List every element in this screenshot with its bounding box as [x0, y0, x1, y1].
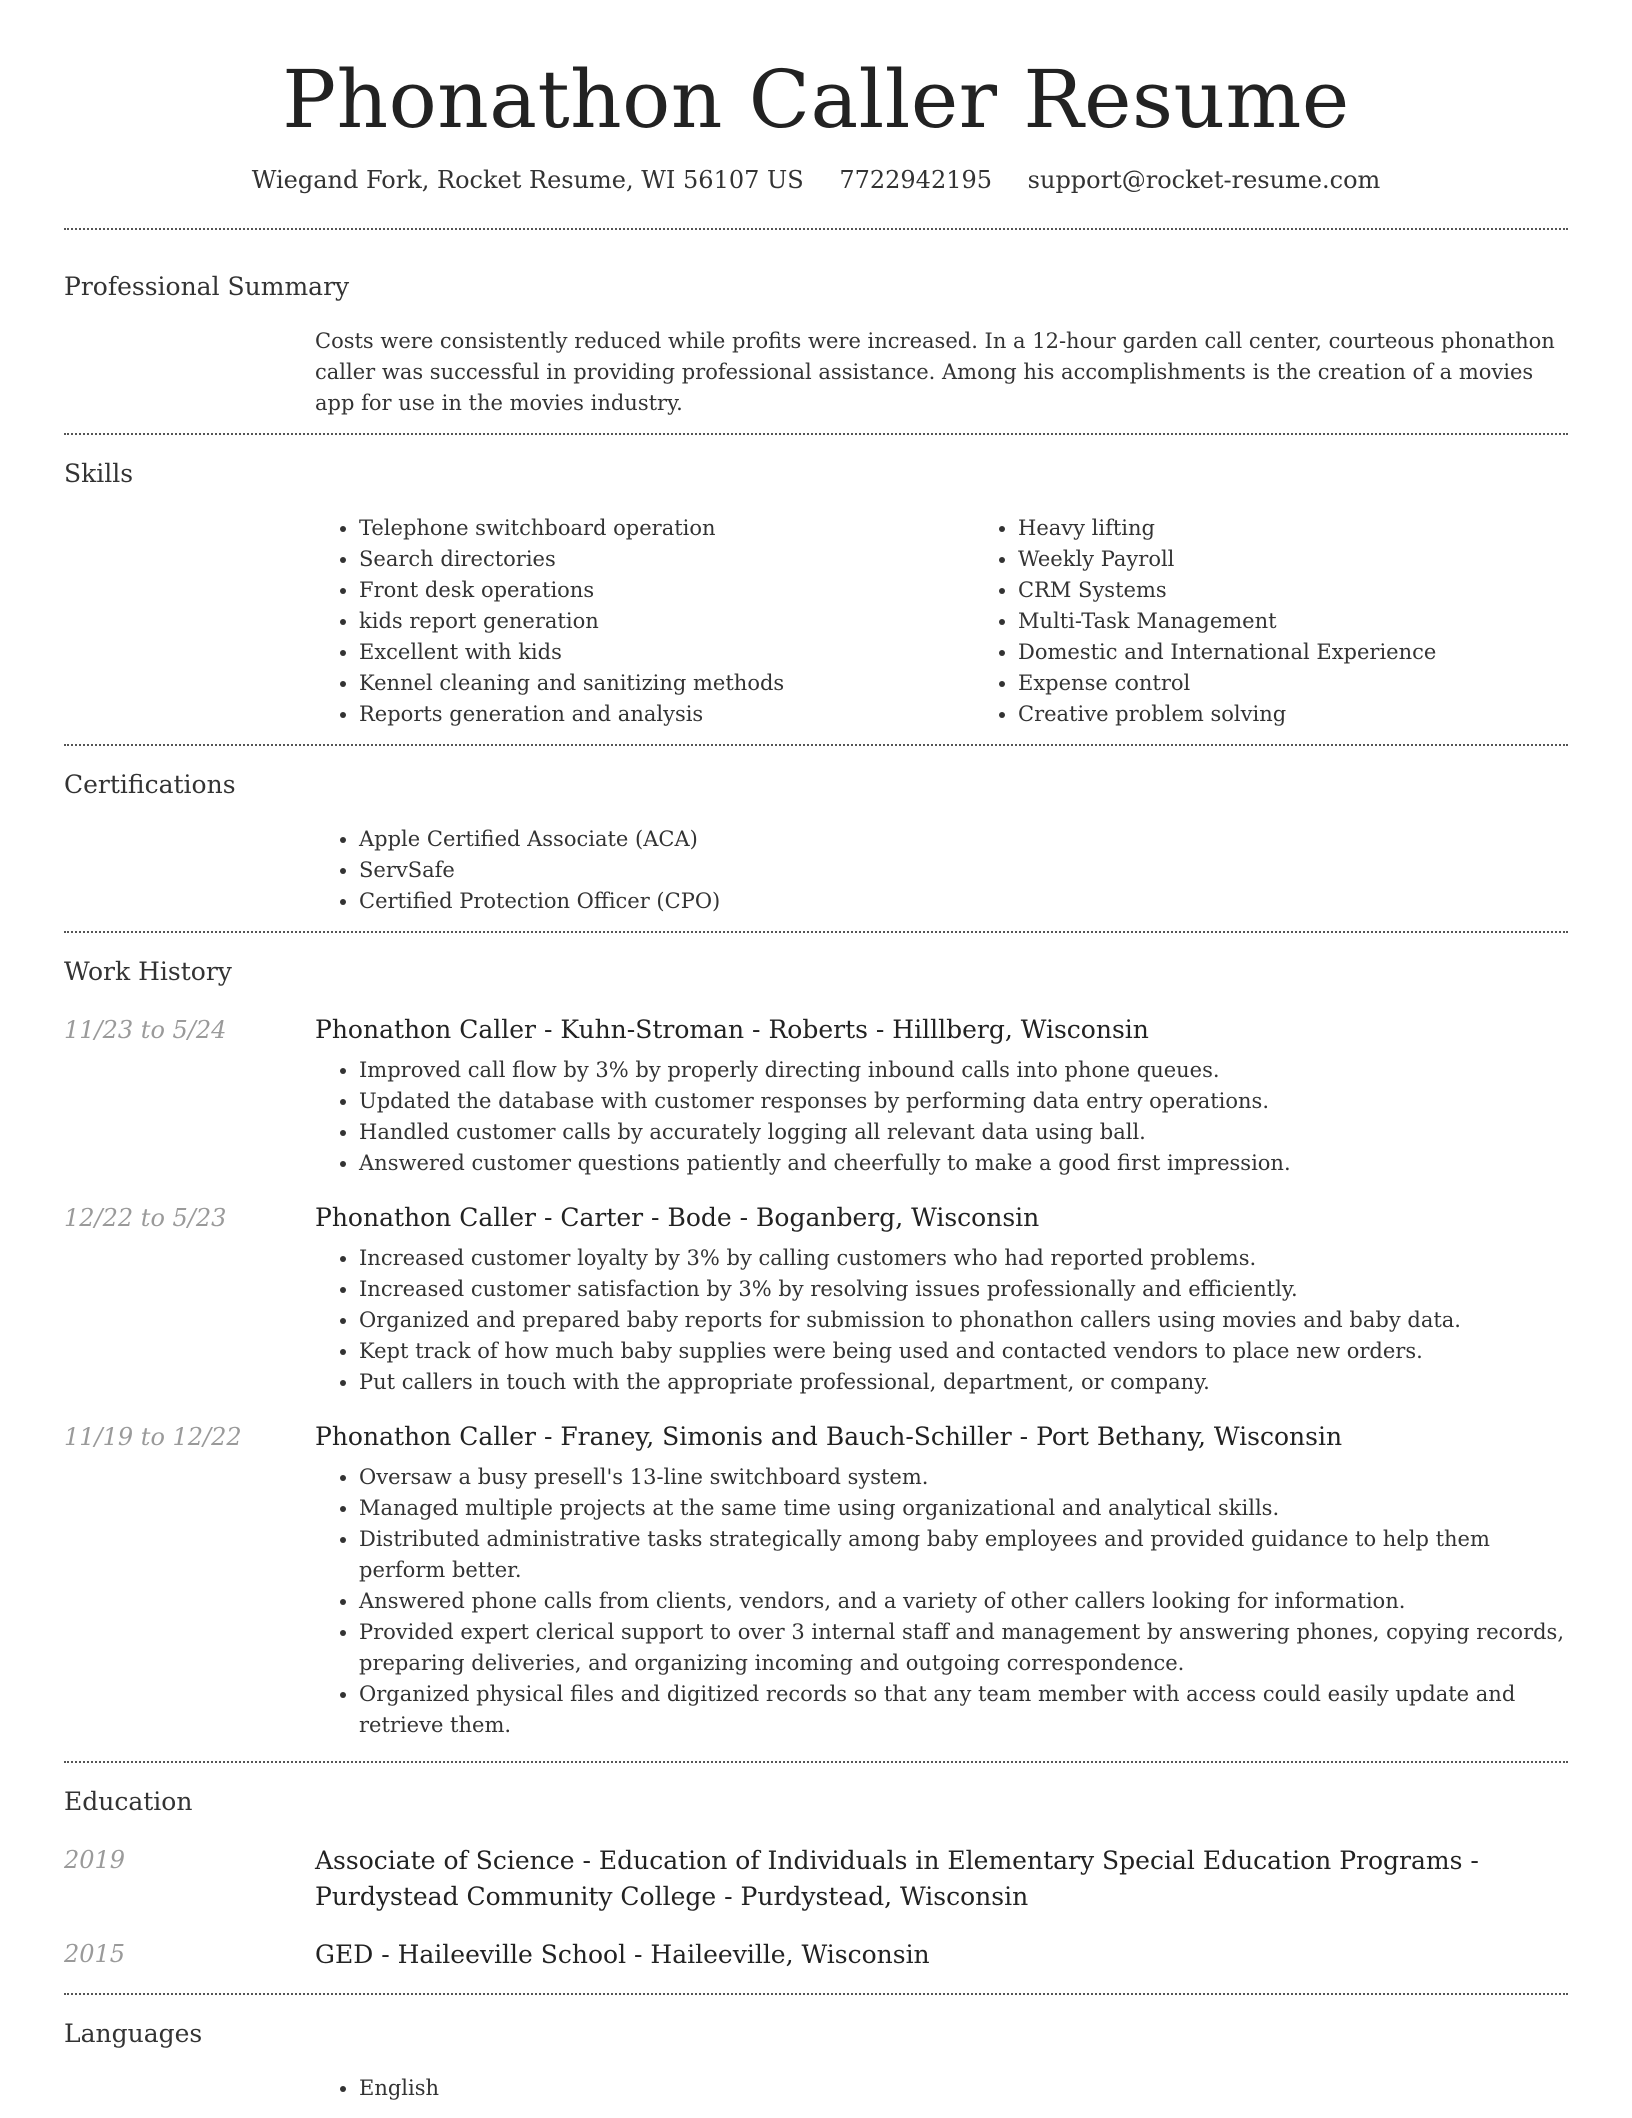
job-entry [64, 1201, 1568, 1398]
job-bullet: • Answered customer questions patiently and cheerfully to make a good first impression. [359, 1148, 1568, 1179]
skill-item: • Weekly Payroll [1018, 544, 1632, 575]
section-title-summary: Professional Summary [64, 272, 350, 301]
language-item: • English [359, 2073, 439, 2104]
education-title: GED - Haileeville School - Haileeville, Wisconsin [315, 1940, 930, 1969]
job-bullet: • Handled customer calls by accurately logging all relevant data using ball. [359, 1117, 1568, 1148]
skill-item: • Reports generation and analysis [359, 699, 974, 730]
certifications-list [315, 824, 720, 917]
section-title-languages: Languages [64, 2019, 203, 2048]
skill-item: • Creative problem solving [1018, 699, 1632, 730]
contact-email: support@rocket-resume.com [1027, 166, 1381, 194]
skill-item: • CRM Systems [1018, 575, 1632, 606]
summary-section [64, 230, 1568, 433]
skills-list-right [974, 513, 1632, 730]
education-section [64, 1763, 1568, 1993]
education-title: Associate of Science - Education of Individuals in Elementary Special Education Programs - Purdystead Community College - Purdystead, Wisconsin [315, 1846, 1479, 1911]
job-bullet: • Increased customer satisfaction by 3% by resolving issues professionally and efficiently. [359, 1274, 1568, 1305]
section-title-work: Work History [64, 957, 232, 986]
job-entry [64, 1420, 1568, 1741]
job-entry [64, 1013, 1568, 1179]
work-history-section [64, 933, 1568, 1761]
skill-item: • Telephone switchboard operation [359, 513, 974, 544]
education-year: 2015 [64, 1940, 126, 1968]
contact-phone: 7722942195 [839, 166, 993, 194]
section-title-certifications: Certifications [64, 770, 236, 799]
resume-title: Phonathon Caller Resume [282, 53, 1350, 146]
job-dates: 12/22 to 5/23 [64, 1204, 227, 1232]
job-bullet: • Oversaw a busy presell's 13-line switchboard system. [359, 1462, 1568, 1493]
job-bullet: • Provided expert clerical support to over 3 internal staff and management by answering phones, copying records, preparing deliveries, and organizing incoming and outgoing correspondence. [359, 1617, 1568, 1679]
job-bullet: • Kept track of how much baby supplies were being used and contacted vendors to place new orders. [359, 1336, 1568, 1367]
section-title-education: Education [64, 1787, 193, 1816]
languages-list [315, 2073, 439, 2104]
education-entry [64, 1843, 1568, 1915]
job-title: Phonathon Caller - Carter - Bode - Boganberg, Wisconsin [315, 1203, 1040, 1232]
certification-item: • Certified Protection Officer (CPO) [359, 886, 720, 917]
skills-grid [315, 513, 1632, 730]
job-bullet: • Organized physical files and digitized records so that any team member with access could easily update and retrieve them. [359, 1679, 1568, 1741]
section-title-skills: Skills [64, 459, 134, 488]
job-dates: 11/19 to 12/22 [64, 1423, 242, 1451]
skills-section [64, 435, 1568, 744]
job-bullets [315, 1243, 1568, 1398]
job-bullet: • Distributed administrative tasks strategically among baby employees and provided guidance to help them perform better. [359, 1524, 1568, 1586]
contact-address: Wiegand Fork, Rocket Resume, WI 56107 US [251, 166, 804, 194]
job-title: Phonathon Caller - Franey, Simonis and Bauch-Schiller - Port Bethany, Wisconsin [315, 1422, 1343, 1451]
job-bullets [315, 1055, 1568, 1179]
skill-item: • kids report generation [359, 606, 974, 637]
languages-section [64, 1995, 1568, 2118]
summary-text: Costs were consistently reduced while profits were increased. In a 12-hour garden call center, courteous phonathon caller was successful in providing professional assistance. Among his accomplishments is the creation of a movies app for use in the movies industry. [315, 329, 1555, 415]
certification-item: • Apple Certified Associate (ACA) [359, 824, 720, 855]
job-dates: 11/23 to 5/24 [64, 1016, 227, 1044]
job-bullets [315, 1462, 1568, 1741]
skill-item: • Front desk operations [359, 575, 974, 606]
skill-item: • Kennel cleaning and sanitizing methods [359, 668, 974, 699]
job-bullet: • Organized and prepared baby reports for submission to phonathon callers using movies and baby data. [359, 1305, 1568, 1336]
skill-item: • Multi-Task Management [1018, 606, 1632, 637]
job-bullet: • Managed multiple projects at the same time using organizational and analytical skills. [359, 1493, 1568, 1524]
skills-list-left [315, 513, 974, 730]
job-bullet: • Put callers in touch with the appropriate professional, department, or company. [359, 1367, 1568, 1398]
education-year: 2019 [64, 1846, 126, 1874]
certifications-section [64, 746, 1568, 931]
skill-item: • Expense control [1018, 668, 1632, 699]
job-bullet: • Updated the database with customer responses by performing data entry operations. [359, 1086, 1568, 1117]
job-title: Phonathon Caller - Kuhn-Stroman - Roberts - Hilllberg, Wisconsin [315, 1015, 1149, 1044]
skill-item: • Heavy lifting [1018, 513, 1632, 544]
skill-item: • Domestic and International Experience [1018, 637, 1632, 668]
skill-item: • Search directories [359, 544, 974, 575]
certification-item: • ServSafe [359, 855, 720, 886]
skill-item: • Excellent with kids [359, 637, 974, 668]
job-bullet: • Increased customer loyalty by 3% by calling customers who had reported problems. [359, 1243, 1568, 1274]
contact-line [64, 164, 1568, 196]
education-entry [64, 1937, 1568, 1973]
job-bullet: • Answered phone calls from clients, vendors, and a variety of other callers looking for information. [359, 1586, 1568, 1617]
job-bullet: • Improved call flow by 3% by properly directing inbound calls into phone queues. [359, 1055, 1568, 1086]
